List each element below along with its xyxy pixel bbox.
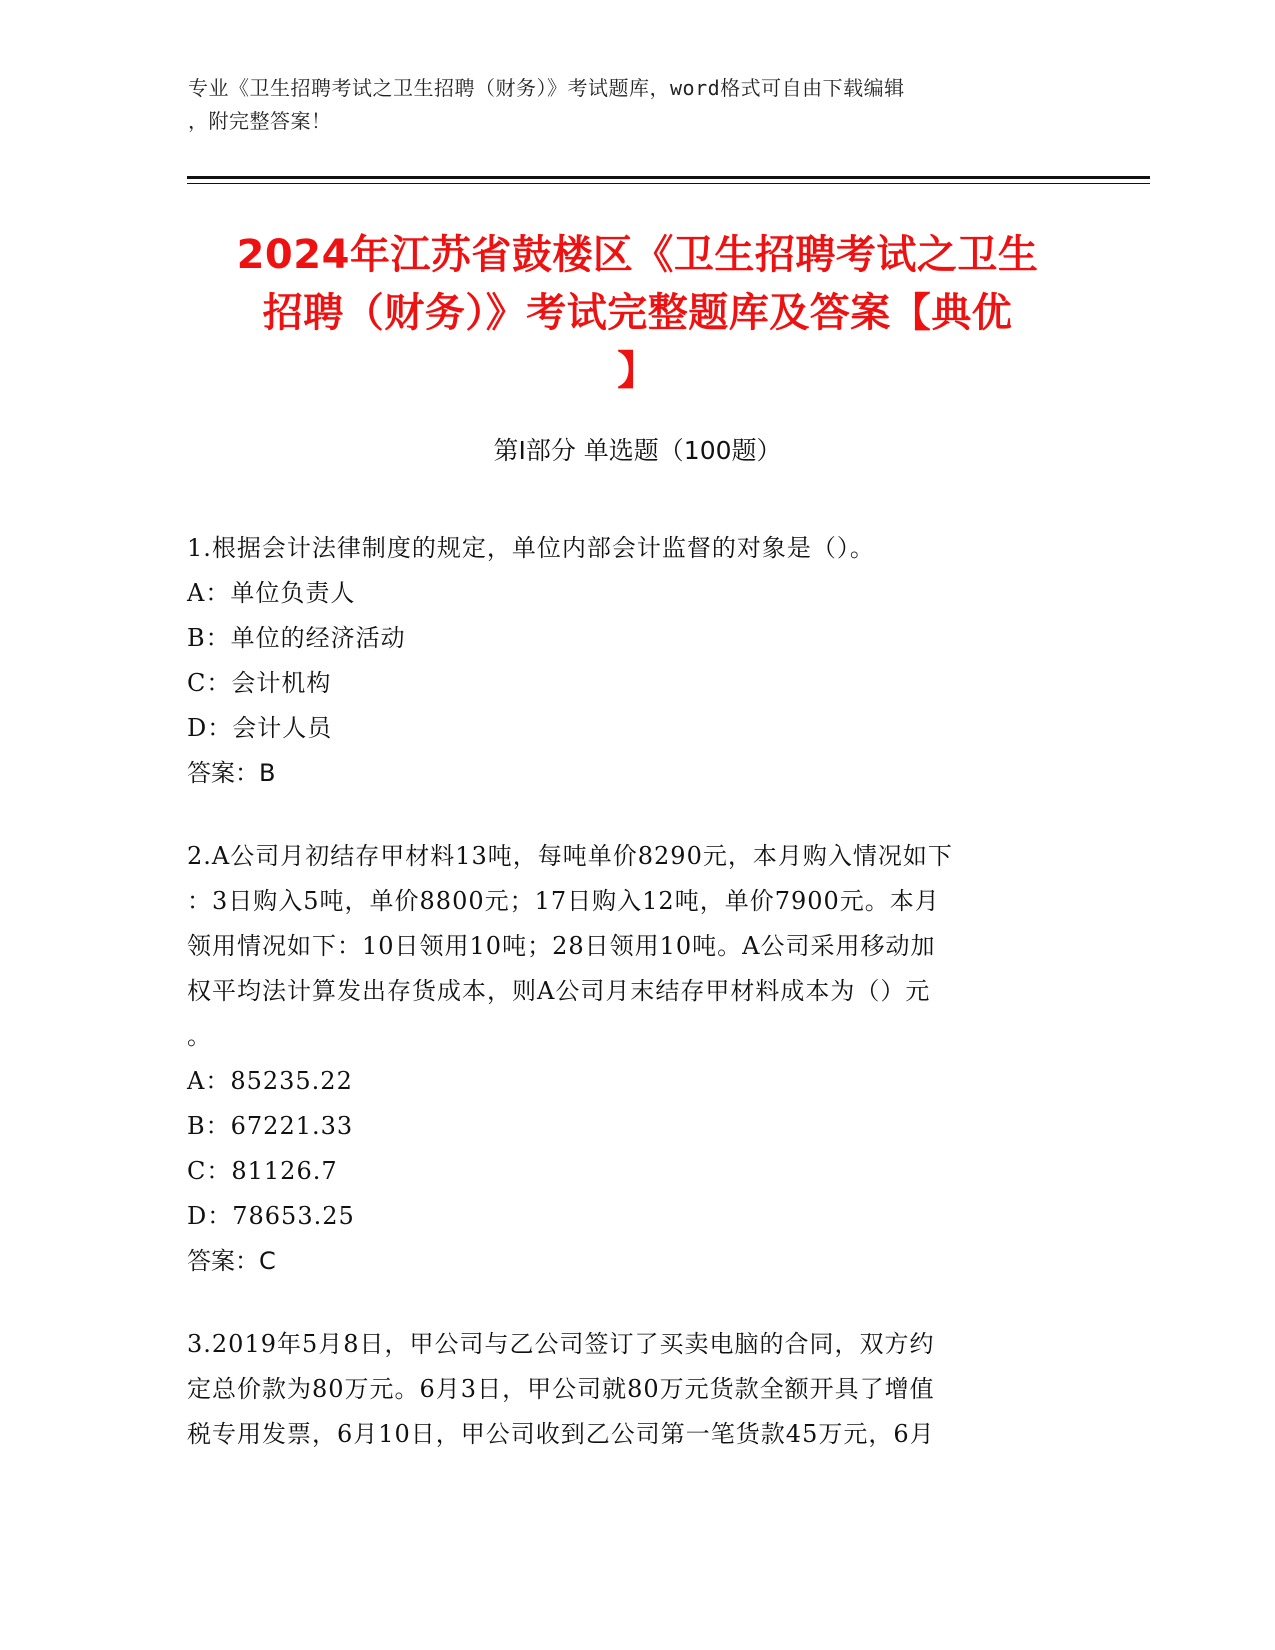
- option-a: A：85235.22: [187, 1067, 353, 1095]
- question-list: [187, 526, 1077, 1495]
- document-title: [170, 226, 1105, 400]
- question-stem-line-2: 定总价款为80万元。6月3日，甲公司就80万元货款全额开具了增值: [187, 1375, 935, 1403]
- title-line-1: 2024年江苏省鼓楼区《卫生招聘考试之卫生: [236, 232, 1039, 278]
- question-stem-line-4: 权平均法计算发出存货成本，则A公司月末结存甲材料成本为（）元: [187, 977, 931, 1005]
- question-stem-line-5: 。: [187, 1022, 212, 1050]
- question-stem-line-2: ：3日购入5吨，单价8800元；17日购入12吨，单价7900元。本月: [187, 887, 940, 915]
- question-1: [187, 526, 1077, 796]
- title-line-2: 招聘（财务）》考试完整题库及答案【典优: [262, 290, 1013, 336]
- question-stem-line-3: 领用情况如下：10日领用10吨；28日领用10吨。A公司采用移动加: [187, 932, 936, 960]
- section-heading: 第I部分 单选题（100题）: [493, 436, 782, 465]
- question-stem: 1.根据会计法律制度的规定，单位内部会计监督的对象是（）。: [187, 534, 875, 562]
- answer: 答案：B: [187, 759, 276, 787]
- option-d: D：会计人员: [187, 714, 333, 742]
- header-note-line-2: ，附完整答案！: [188, 109, 332, 133]
- option-b: B：67221.33: [187, 1112, 354, 1140]
- option-a: A：单位负责人: [187, 579, 356, 607]
- header-note-line-1: 专业《卫生招聘考试之卫生招聘（财务）》考试题库，word格式可自由下载编辑: [188, 76, 905, 100]
- option-c: C：81126.7: [187, 1157, 338, 1185]
- header-rule-thin: [187, 183, 1150, 184]
- option-d: D：78653.25: [187, 1202, 355, 1230]
- answer: 答案：C: [187, 1247, 276, 1275]
- option-b: B：单位的经济活动: [187, 624, 406, 652]
- question-2: [187, 834, 1077, 1284]
- question-stem-line-3: 税专用发票，6月10日，甲公司收到乙公司第一笔货款45万元，6月: [187, 1420, 935, 1448]
- header-rule-thick: [187, 176, 1150, 179]
- title-line-3: 】: [617, 348, 658, 394]
- header-note: [188, 72, 1068, 138]
- question-stem-line-1: 3.2019年5月8日，甲公司与乙公司签订了买卖电脑的合同，双方约: [187, 1330, 935, 1358]
- question-3: [187, 1322, 1077, 1457]
- option-c: C：会计机构: [187, 669, 332, 697]
- question-stem-line-1: 2.A公司月初结存甲材料13吨，每吨单价8290元，本月购入情况如下: [187, 842, 953, 870]
